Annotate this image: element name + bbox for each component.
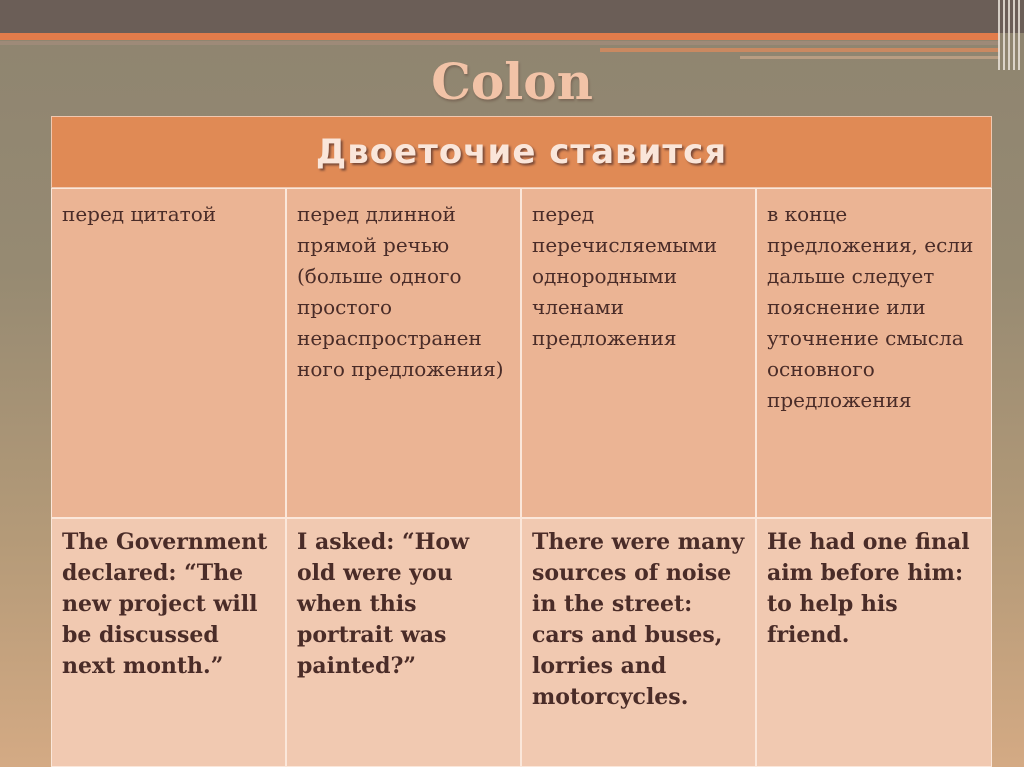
rules-row: [51, 188, 992, 518]
slide-title: Colon: [431, 52, 593, 111]
table-header: Двоеточие ставится: [51, 116, 992, 188]
example-cell: There were many sources of noise in the street: cars and buses, lorries and motorcycles.: [521, 518, 756, 767]
rule-cell: перед цитатой: [51, 188, 286, 518]
top-bar: [0, 0, 1024, 33]
examples-row: [51, 518, 992, 767]
example-cell: He had one final aim before him: to help his friend.: [756, 518, 992, 767]
colon-rules-table: [51, 116, 992, 767]
example-cell: I asked: “How old were you when this portrait was painted?”: [286, 518, 521, 767]
rule-cell: перед перечисляемыми однородными членами предложения: [521, 188, 756, 518]
rule-cell: в конце предложения, если дальше следует пояснение или уточнение смысла основного предложения: [756, 188, 992, 518]
accent-stripe: [0, 33, 1000, 40]
accent-stripe-secondary: [0, 41, 1000, 45]
rule-cell: перед длинной прямой речью (больше одного простого нераспространен ного предложения): [286, 188, 521, 518]
example-cell: The Government declared: “The new project will be discussed next month.”: [51, 518, 286, 767]
